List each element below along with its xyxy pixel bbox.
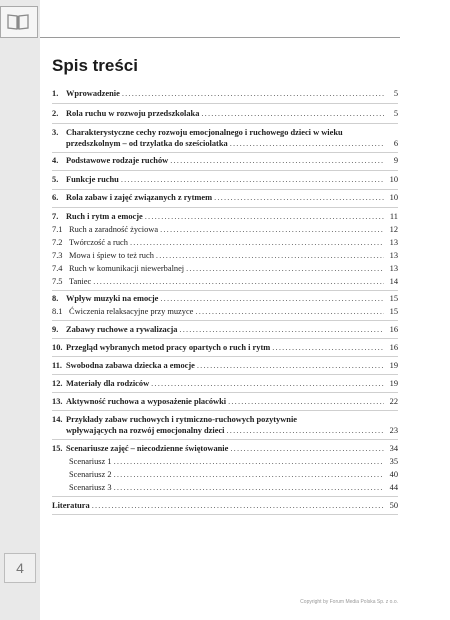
toc-title: Aktywność ruchowa a wyposażenie placówki [66, 397, 227, 406]
toc-page: 13 [389, 238, 398, 247]
toc-title-continued: przedszkolnym – od trzylatka do sześciolatka [66, 139, 228, 148]
toc-number: 6. [52, 193, 59, 202]
toc-title-continued: wpływających na rozwój emocjonalny dzieci [66, 426, 225, 435]
toc-number: 3. [52, 128, 59, 137]
toc-number: 14. [52, 415, 63, 424]
toc-page: 35 [389, 457, 398, 466]
book-button[interactable] [0, 6, 38, 38]
separator [52, 392, 398, 393]
toc-title: Materiały dla rodziców [66, 379, 150, 388]
separator [52, 290, 398, 291]
toc-title: Rola ruchu w rozwoju przedszkolaka [66, 109, 200, 118]
separator [52, 410, 398, 411]
toc-title: Przegląd wybranych metod pracy opartych o ruch i rytm [66, 343, 271, 352]
toc-number: 8. [52, 294, 59, 303]
toc-page: 16 [389, 325, 398, 334]
toc-subentry[interactable] [52, 237, 398, 248]
separator [52, 152, 398, 153]
toc-entry[interactable] [52, 360, 398, 371]
toc-title: Scenariusz 3 [69, 483, 112, 492]
toc-number: 5. [52, 175, 59, 184]
toc-number: 7.4 [52, 264, 63, 273]
toc-entry[interactable] [52, 127, 398, 149]
toc-title: Zabawy ruchowe a rywalizacja [66, 325, 178, 334]
toc-entry[interactable] [52, 293, 398, 304]
toc-page: 13 [389, 251, 398, 260]
separator [52, 123, 398, 124]
toc-title: Przykłady zabaw ruchowych i rytmiczno-ruchowych pozytywnie [66, 415, 297, 424]
toc-title: Twórczość a ruch [69, 238, 128, 247]
toc-subentry[interactable] [52, 456, 398, 467]
toc-page: 10 [389, 193, 398, 202]
toc-page: 5 [393, 89, 398, 98]
toc-title: Wprowadzenie [66, 89, 120, 98]
toc-subentry[interactable] [52, 250, 398, 261]
book-icon [7, 13, 29, 30]
toc-entry[interactable] [52, 500, 398, 511]
toc-entry[interactable] [52, 378, 398, 389]
page-number: 4 [4, 553, 36, 583]
toc-page: 15 [389, 307, 398, 316]
toc-page: 40 [389, 470, 398, 479]
separator [52, 170, 398, 171]
toc-title: Charakterystyczne cechy rozwoju emocjonalnego i ruchowego dzieci w wieku [66, 128, 343, 137]
toc-number: 12. [52, 379, 63, 388]
toc-number: 7.5 [52, 277, 63, 286]
toc-title: Ruch w komunikacji niewerbalnej [69, 264, 185, 273]
separator [52, 207, 398, 208]
separator [52, 338, 398, 339]
separator [52, 103, 398, 104]
toc-subentry[interactable] [52, 263, 398, 274]
toc-number: 7.1 [52, 225, 63, 234]
toc-number: 7.2 [52, 238, 63, 247]
toc-entry[interactable] [52, 88, 398, 99]
toc-page: 50 [389, 501, 398, 510]
toc-number: 11. [52, 361, 63, 370]
toc-page: 34 [389, 444, 398, 453]
toc-number: 10. [52, 343, 63, 352]
toc-title: Scenariusz 2 [69, 470, 112, 479]
toc-number: 1. [52, 89, 59, 98]
separator [52, 356, 398, 357]
toc-page: 19 [389, 379, 398, 388]
toc-entry[interactable] [52, 108, 398, 119]
toc-entry[interactable] [52, 211, 398, 222]
separator [52, 439, 398, 440]
toc-page: 23 [389, 426, 398, 435]
toc-page: 5 [393, 109, 398, 118]
toc-entry[interactable] [52, 174, 398, 185]
toc-subentry[interactable] [52, 469, 398, 480]
toc-number: 15. [52, 444, 63, 453]
copyright-note: Copyright by Forum Media Polska Sp. z o.o. [300, 599, 398, 605]
toc-title: Rola zabaw i zajęć związanych z rytmem [66, 193, 213, 202]
toc-title: Mowa i śpiew to też ruch [69, 251, 154, 260]
toc-entry[interactable] [52, 396, 398, 407]
page-title: Spis treści [52, 56, 138, 75]
toc-entry[interactable] [52, 192, 398, 203]
toc-entry[interactable] [52, 443, 398, 454]
separator [52, 189, 398, 190]
toc-title: Podstawowe rodzaje ruchów [66, 156, 169, 165]
toc-title: Scenariusze zajęć – niecodzienne świętowanie [66, 444, 229, 453]
toc-title: Literatura [52, 501, 90, 510]
toc-page: 14 [389, 277, 398, 286]
separator [52, 496, 398, 497]
toc-page: 9 [393, 156, 398, 165]
toc-entry[interactable] [52, 414, 398, 436]
toc-entry[interactable] [52, 155, 398, 166]
toc-subentry[interactable] [52, 482, 398, 493]
toc-title: Ćwiczenia relaksacyjne przy muzyce [69, 307, 194, 316]
toc-page: 44 [389, 483, 398, 492]
toc-page: 15 [389, 294, 398, 303]
toc-number: 4. [52, 156, 59, 165]
toc-title: Wpływ muzyki na emocje [66, 294, 159, 303]
toc-number: 13. [52, 397, 63, 406]
toc-number: 8.1 [52, 307, 63, 316]
toc-entry[interactable] [52, 324, 398, 335]
toc-subentry[interactable] [52, 276, 398, 287]
left-sidebar [0, 0, 40, 620]
toc-page: 16 [389, 343, 398, 352]
toc-number: 7.3 [52, 251, 63, 260]
toc-page: 10 [389, 175, 398, 184]
toc-subentry[interactable] [52, 306, 398, 317]
toc-title: Swobodna zabawa dziecka a emocje [66, 361, 195, 370]
toc-entry[interactable] [52, 342, 398, 353]
toc-page: 11 [389, 212, 398, 221]
toc-title: Scenariusz 1 [69, 457, 112, 466]
toc-title: Ruch i rytm a emocje [66, 212, 143, 221]
toc-subentry[interactable] [52, 224, 398, 235]
toc-title: Funkcje ruchu [66, 175, 119, 184]
separator [52, 374, 398, 375]
toc-title: Taniec [69, 277, 92, 286]
toc-title: Ruch a zaradność życiowa [69, 225, 159, 234]
toc-page: 6 [393, 139, 398, 148]
header-rule [40, 37, 400, 38]
toc-number: 9. [52, 325, 59, 334]
toc-page: 19 [389, 361, 398, 370]
toc-page: 12 [389, 225, 398, 234]
toc-number: 2. [52, 109, 59, 118]
toc-page: 13 [389, 264, 398, 273]
toc-page: 22 [389, 397, 398, 406]
separator [52, 320, 398, 321]
separator [52, 514, 398, 515]
toc-number: 7. [52, 212, 59, 221]
